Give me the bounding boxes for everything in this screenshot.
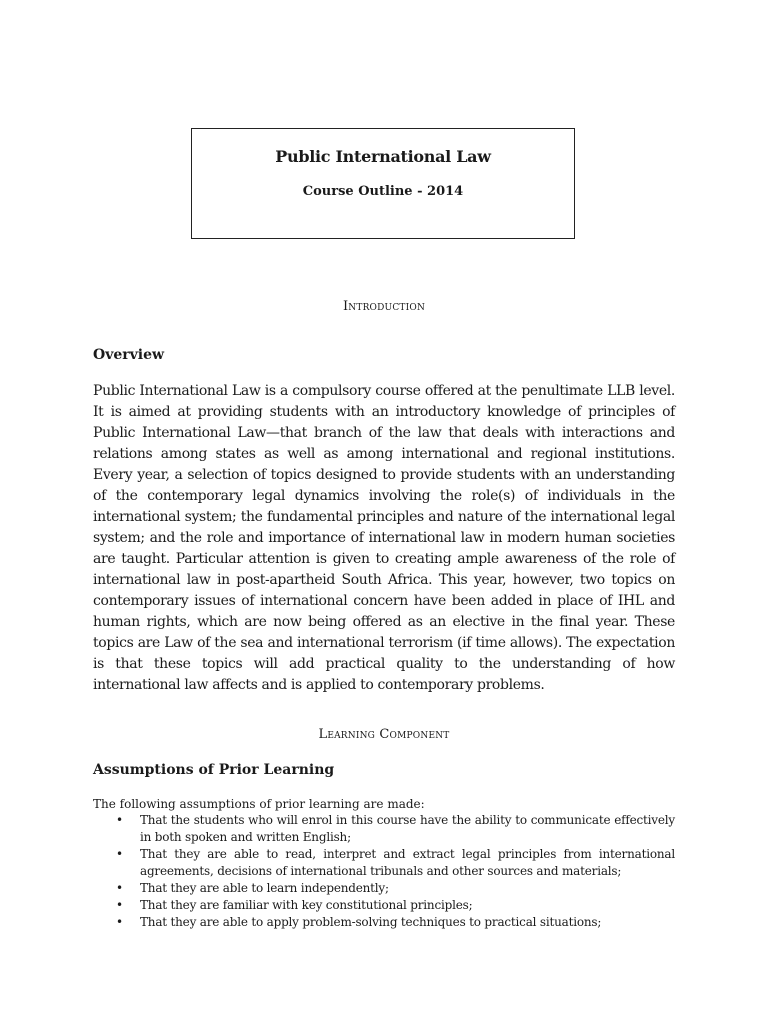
- overview-paragraph: Public International Law is a compulsory course offered at the penultimate LLB level. It is aimed at providing students with an introductory knowledge of principles of Public International Law—that branch of the law that deals with interactions and relations among states as well as among international and regional institutions. Every year, a selection of topics designed to provide students with an understanding of the contemporary legal dynamics involving the role(s) of individuals in the international system; the fundamental principles and nature of the international legal system; and the role and importance of international law in modern human societies are taught. Particular attention is given to creating ample awareness of the role of international law in post-apartheid South Africa. This year, however, two topics on contemporary issues of international concern have been added in place of IHL and human rights, which are now being offered as an elective in the final year. These topics are Law of the sea and international terrorism (if time allows). The expectation is that these topics will add practical quality to the understanding of how international law affects and is applied to contemporary problems.: [93, 383, 675, 693]
- list-item: [93, 914, 675, 931]
- list-item: [93, 812, 675, 846]
- bullet-icon: •: [116, 881, 123, 895]
- assumptions-heading: Assumptions of Prior Learning: [93, 762, 335, 778]
- bullet-icon: •: [116, 813, 123, 827]
- assumptions-intro: The following assumptions of prior learning are made:: [93, 797, 425, 811]
- list-item-text: That they are able to read, interpret and extract legal principles from international agreements, decisions of international tribunals and other sources and materials;: [140, 847, 675, 878]
- document-title: Public International Law: [275, 147, 491, 166]
- list-item-text: That they are able to apply problem-solving techniques to practical situations;: [140, 915, 602, 929]
- assumptions-list: [93, 812, 675, 931]
- list-item-text: That they are able to learn independently;: [140, 881, 389, 895]
- bullet-icon: •: [116, 915, 123, 929]
- list-item: [93, 880, 675, 897]
- title-box: [191, 128, 575, 239]
- list-item: [93, 897, 675, 914]
- list-item: [93, 846, 675, 880]
- bullet-icon: •: [116, 898, 123, 912]
- introduction-heading: Introduction: [342, 299, 426, 314]
- document-subtitle: Course Outline - 2014: [302, 184, 464, 199]
- overview-heading: Overview: [93, 347, 165, 363]
- list-item-text: That they are familiar with key constitutional principles;: [140, 898, 473, 912]
- list-item-text: That the students who will enrol in this course have the ability to communicate effectively in both spoken and written English;: [140, 813, 675, 844]
- learning-component-heading: Learning Component: [318, 727, 450, 742]
- bullet-icon: •: [116, 847, 123, 861]
